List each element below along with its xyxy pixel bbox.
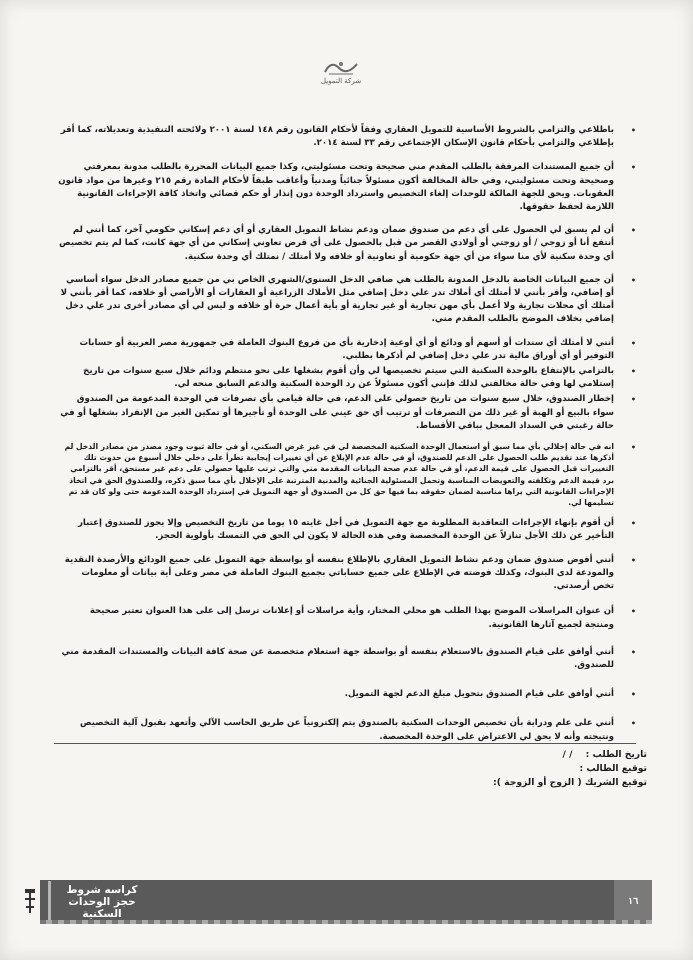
page-number: ١٦ bbox=[614, 880, 652, 924]
emblem-icon bbox=[18, 882, 42, 922]
clause-text: بالتزامي بالإنتفاع بالوحدة السكنية التي سيتم تخصيصها لي وأن أقوم بشغلها على نحو منتظم ودائم خلال سبع سنوات من تاريخ إستلامي لها وفي حالة مخالفتي لذلك فإنني أكون مسئولاً عن رد الوحدة السكنية والدعم السابق منحه لي. bbox=[83, 366, 614, 390]
bullet-icon: • bbox=[630, 555, 636, 565]
footer-bar bbox=[40, 880, 652, 924]
clause-1 bbox=[58, 124, 638, 150]
bullet-icon: • bbox=[630, 647, 636, 657]
clause-text: إخطار الصندوق، خلال سبع سنوات من تاريخ حصولي على الدعم، في حالة قيامي بأي تصرفات في الوحدة المدعومة من الصندوق سواء بالبيع أو الهبة أو غير ذلك من التصرفات أو ترتيب أي حق عيني على الوحدة أو تأجيرها أو تمكين الغير من الإنفراد بشغلها أو في حالة رغبتي في السداد المعجل بباقي الأقساط. bbox=[60, 394, 614, 431]
bullet-icon: • bbox=[630, 519, 636, 529]
clause-text: انه في حالة إخلالي بأي مما سبق أو استعمال الوحدة السكنية المخصصة لي في غير غرض السكني، أو في حالة ثبوت وجود مصدر من مصادر الدخل لم أذكرها عند تقديم طلب الحصول على الدعم للصندوق، أو في حالة عدم الإبلاغ عن أي تغييرات إيجابية تطرأ على دخلي خلال أسبوع من حدوث تلك التغييرات قبل الحصول على قيمة الدعم، أو في حالة عدم صحة البيانات المقدمة مني والتي ترتب عليها حصولي على دعم غير مستحق، أقر بالتزامي برد قيمة الدعم وتكلفته والتعويضات المناسبة وتحمل المسئولية الجنائية والمدنية المترتبة على الإخلال بأي مما سبق ذكره، وللصندوق الحق في اتخاذ الإجراءات القانونية التي يراها مناسبة لضمان حقوقه بما فيها حق كل من الصندوق أو جهة التمويل في إسترداد الوحدة المدعومة حتى ولو كان قد تم تسليمها لي. bbox=[64, 442, 614, 508]
request-date-label: تاريخ الطلب : bbox=[585, 749, 647, 760]
bullet-icon: • bbox=[630, 126, 636, 135]
clause-10 bbox=[58, 554, 638, 594]
clause-text: أنني على علم ودراية بأن تخصيص الوحدات السكنية بالصندوق يتم إلكترونياً عن طريق الحاسب الآلي وأتعهد بقبول آلية التخصيص ونتيجته وأنه لا يحق لي الاعتراض على الوحدة المخصصة. bbox=[80, 718, 614, 742]
request-date-value: / / bbox=[562, 749, 573, 760]
clause-7 bbox=[58, 393, 638, 433]
applicant-signature-row bbox=[407, 762, 647, 776]
bullet-icon: • bbox=[630, 690, 636, 700]
clause-text: أنني أوافق على قيام الصندوق بتحويل مبلغ الدعم لجهة التمويل. bbox=[344, 689, 614, 700]
clause-text: باطلاعي والتزامي بالشروط الأساسية للتمويل العقاري وفقاً لأحكام القانون رقم ١٤٨ لسنة ٢٠٠١ ولائحته التنفيذية وتعديلاته، كما أقر بإطلاعي والتزامي بأحكام قانون الإسكان الإجتماعي رقم ٣٣ لسنة ٢٠١٤. bbox=[60, 125, 614, 149]
bullet-icon: • bbox=[630, 395, 636, 405]
clause-text: أن عنوان المراسلات الموضح بهذا الطلب هو محلي المختار، وأية مراسلات أو إعلانات ترسل إلى على هذا العنوان تعتبر صحيحة ومنتجة لجميع آثارها القانونية. bbox=[89, 606, 614, 630]
bullet-icon: • bbox=[630, 443, 636, 453]
clause-11 bbox=[58, 605, 638, 631]
partner-signature-row bbox=[407, 776, 647, 790]
clause-text: أن جميع البيانات الخاصة بالدخل المدونة بالطلب هي صافي الدخل السنوي/الشهري الخاص بي من جميع مصادر الدخل سواء أساسي أو إضافي، وأقر بأنني لا أمتلك أي أملاك تدر علي دخل إضافي مثل الأملاك الزراعية أو العقارات أو الأراضي أو خلافه، كما أقر بأنني لا أمتلك أي محلات تجارية ولا أعمل بأي مهن تجارية أو غير تجارية أو بأية أعمال حرة أو خلافه و ليس لي أي مصادر أخرى تدر علي دخل إضافي بخلاف الموضح بالطلب المقدم مني. bbox=[60, 274, 614, 325]
declarations-body bbox=[58, 120, 638, 744]
clause-13 bbox=[58, 688, 638, 701]
clause-6 bbox=[58, 365, 638, 391]
clause-text: أنني لا أمتلك أي سندات أو أسهم أو ودائع أو أي أوعية إدخارية بأي من فروع البنوك العاملة في جمهورية مصر العربية أو حسابات التوفير أو أي أوراق مالية تدر علي دخل إضافي لم أذكرها بطلبي. bbox=[79, 337, 614, 361]
clause-12 bbox=[58, 646, 638, 672]
clause-text: أن جميع المستندات المرفقة بالطلب المقدم مني صحيحة وتحت مسئوليتي، وكذا جميع البيانات المحررة بالطلب مدونة بمعرفتي وصحيحة وتحت مسئوليتي، وفي حالة المخالفة أكون مسئولاً جنائياً ومدنياً وأعاقب طبقاً لأحكام المادة رقم ٢١٥ وغيرها من مواد قانون العقوبات. ويحق للجهة المالكة للوحدات إلغاء التخصيص واسترداد الوحدة دون إنذار أو حكم قضائي واتخاذ كافة الإجراءات القانونية اللازمة لحفظ حقوقها. bbox=[58, 162, 614, 213]
clause-14 bbox=[58, 717, 638, 743]
clause-8 bbox=[58, 441, 638, 508]
bullet-icon: • bbox=[630, 607, 636, 617]
clause-4 bbox=[58, 274, 638, 327]
header-logo bbox=[315, 58, 367, 88]
partner-signature-label: توقيع الشريك ( الزوج أو الزوجة ): bbox=[493, 777, 647, 788]
bullet-icon: • bbox=[630, 275, 636, 285]
signature-block bbox=[407, 748, 647, 790]
clause-2 bbox=[58, 161, 638, 214]
clause-9 bbox=[58, 517, 638, 543]
footer-brand bbox=[40, 880, 153, 924]
footer-title: كراسه شروط حجز الوحدات السكنية bbox=[48, 881, 153, 923]
divider bbox=[54, 743, 636, 744]
clause-text: أنني أوافق على قيام الصندوق بالاستعلام بنفسه أو بواسطة جهة استعلام متخصصة عن صحة كافة البيانات والمستندات المقدمة مني للصندوق. bbox=[61, 646, 614, 670]
bullet-icon: • bbox=[630, 719, 636, 729]
bullet-icon: • bbox=[630, 338, 636, 348]
bullet-icon: • bbox=[630, 163, 636, 173]
clause-3 bbox=[58, 224, 638, 264]
request-date-row bbox=[407, 748, 647, 762]
clause-text: أنني أفوض صندوق ضمان ودعم نشاط التمويل العقاري بالإطلاع بنفسه أو بواسطة جهة التمويل على جميع الودائع والأرصدة النقدية والمودعة لدى البنوك، وكذلك فوضته في الإطلاع على جميع حساباتي بجميع البنوك العاملة في مصر وعلى أية بيانات أو معلومات تخص أرصدتي. bbox=[64, 554, 614, 592]
bullet-icon: • bbox=[630, 226, 636, 236]
logo-text: شركة التمويل bbox=[320, 77, 362, 85]
logo-mark-icon bbox=[321, 58, 361, 76]
footer-stripe bbox=[40, 920, 652, 924]
applicant-signature-label: توقيع الطالب : bbox=[579, 763, 647, 774]
clause-5 bbox=[58, 337, 638, 363]
clause-text: أن لم يسبق لي الحصول على أي دعم من صندوق ضمان ودعم نشاط التمويل العقاري أو أي دعم إسكاني حكومي آخر، كما أنني لم أنتفع أنا أو زوجي / أو زوجتي أو أولادي القصر من قبل بالحصول على أي قرض تعاوني إسكاني من أي جهة كانت، كما لم يتم تخصيص أي وحدة سكنية لأي منا سواء من أي جهة حكومية أو تعاونية أو خلافه ولا أمتلك / نمتلك أي وحدة سكنية. bbox=[59, 225, 614, 262]
clause-text: أن أقوم بإنهاء الإجراءات التعاقدية المطلوبة مع جهة التمويل في أجل غايته ١٥ يوما من تاريخ التخصيص وإلا يجوز للصندوق إعتبار التأخير عن ذلك الأجل تنازلاً عن الوحدة المخصصة وفي هذه الحالة لا يكون لي الحق في التمسك بأولوية الحجز. bbox=[77, 518, 614, 542]
bullet-icon: • bbox=[630, 367, 636, 377]
